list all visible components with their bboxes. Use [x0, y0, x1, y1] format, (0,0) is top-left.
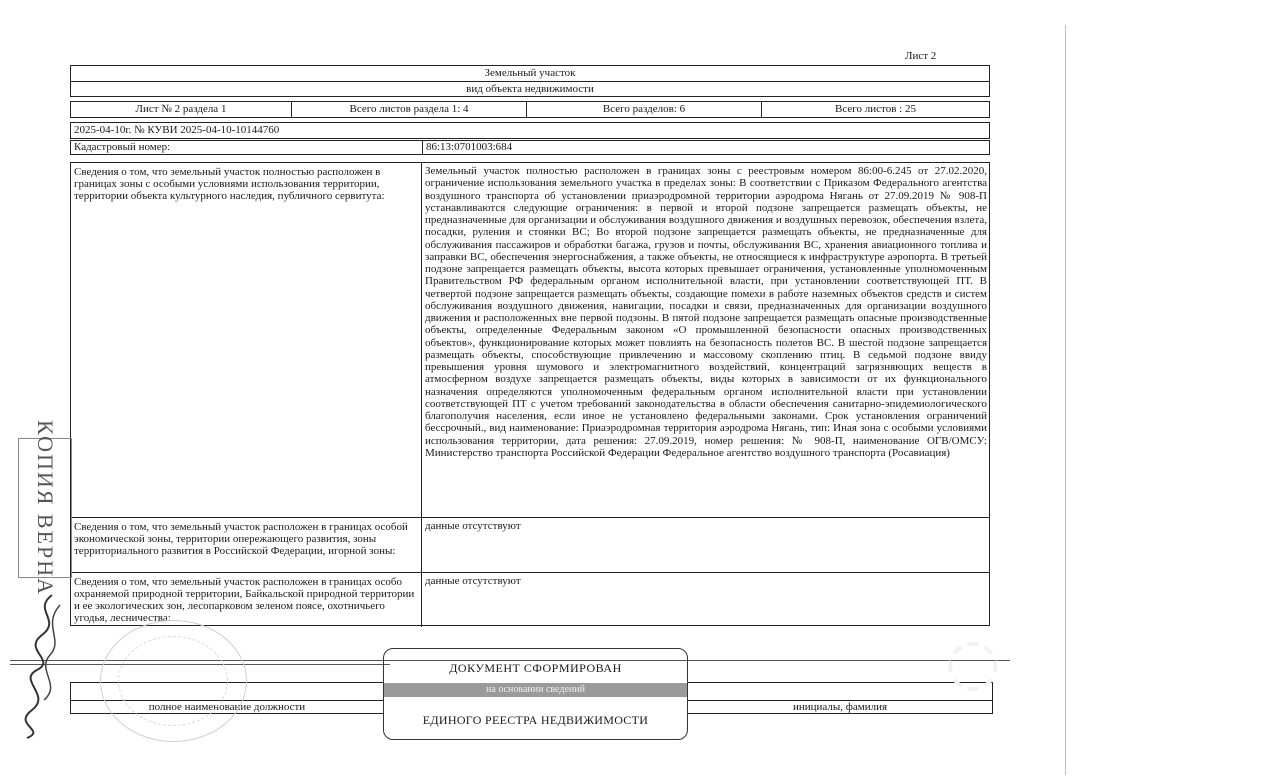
object-title: Земельный участок	[484, 67, 576, 79]
row-label: Сведения о том, что земельный участок расположен в границах особо охраняемой природной территории, Байкальской природной территории и ее экологических зон, лесопарковом зеленом поясе, охотничьего угодья, лесничества:	[71, 573, 422, 627]
round-seal-inner	[118, 636, 228, 726]
row-label: Сведения о том, что земельный участок полностью расположен в границах зоны с особыми условиями использования территории, территории объекта культурного наследия, публичного сервитута:	[71, 163, 422, 517]
table-row	[71, 572, 989, 627]
row-value: данные отсутствуют	[425, 575, 521, 587]
document-reference: 2025-04-10г. № КУВИ 2025-04-10-10144760	[70, 122, 990, 139]
sheet-label: Лист 2	[905, 50, 937, 62]
row-value: Земельный участок полностью расположен в границах зоны с реестровым номером 86:00-6.245 от 27.02.2020, ограничение использования земельного участка в пределах зоны: В соответствии с Приказом Федерального агентства воздушного транспорта об установлении приаэродромной территории аэродрома Нягань от 27.09.2019 № 908-П устанавливаются следующие ограничения: в первой и второй подзоне запрещается размещать объекты, не предназначенные для организации и обслуживания воздушного движения и воздушных перевозок, обеспечения взлета, посадки, руления и стоянки ВС; Во второй подзоне запрещается размещать объекты, не предназначенные для обслуживания пассажиров и обработки багажа, грузов и почты, обслуживания ВС, хранения авиационного топлива и заправки ВС, обеспечения энергоснабжения, а также объекты, не относящиеся к инфраструктуре аэропорта. В третьей подзоне запрещается размещать объекты, высота которых превышает ограничения, установленные уполномоченным Правительством РФ федеральным органом исполнительной власти, при установлении соответствующей ПТ. В четвертой подзоне запрещается размещать объекты, создающие помехи в работе наземных объектов средств и систем обслуживания воздушного движения, навигации, посадки и связи, предназначенных для организации воздушного движения и расположенных вне первой подзоны. В пятой подзоне запрещается размещать опасные производственные объекты, определенные Федеральным законом «О промышленной безопасности опасных производственных объектов», функционирование которых может повлиять на безопасность полетов ВС. В шестой подзоне запрещается размещать объекты, способствующие привлечению и массовому скоплению птиц. В седьмой подзоне ввиду превышения уровня шумового и электромагнитного воздействий, концентраций загрязняющих веществ в атмосферном воздухе запрещается размещать объекты, виды которых в зависимости от их функционального назначения определяются уполномоченным федеральным органом исполнительной власти при установлении соответствующей ПТ с учетом требований законодательства в области обеспечения санитарно-эпидемиологического благополучия населения, если иное не установлено федеральными законами. Срок установления ограничений бессрочный., вид наименование: Приаэродромная территория аэродрома Нягань, тип: Иная зона с особыми условиями использования территории, дата решения: 27.09.2019, номер решения: № 908-П, наименование ОГВ/ОМСУ: Министерство транспорта Российской Федерации Федеральное агентство воздушного транспорта (Росавиация)	[425, 165, 987, 459]
sheet-of-section: Лист № 2 раздела 1	[71, 102, 292, 117]
sections-total: Всего разделов: 6	[527, 102, 762, 117]
stamp-text: КОПИЯ ВЕРНА	[33, 419, 58, 597]
table-row	[71, 163, 989, 517]
sheets-total: Всего листов : 25	[835, 103, 916, 115]
position-label: полное наименование должности	[71, 700, 383, 713]
row-value: данные отсутствуют	[425, 520, 521, 532]
sheet-counts-row	[70, 101, 990, 118]
cadastral-row	[70, 140, 990, 155]
row-label: Сведения о том, что земельный участок расположен в границах особой экономической зоны, территории опережающего развития, зоны территориального развития в Российской Федерации, игорной зоны:	[71, 518, 422, 573]
info-table	[70, 162, 990, 626]
copy-certified-stamp	[18, 419, 72, 597]
generated-band: на основании сведений	[384, 683, 687, 697]
cadastral-number: 86:13:0701003:684	[426, 141, 513, 153]
table-row	[71, 517, 989, 573]
right-margin-rule	[1065, 25, 1066, 775]
document-generated-stamp	[383, 648, 688, 740]
cadastral-label: Кадастровый номер:	[71, 141, 423, 154]
generated-line-1: ДОКУМЕНТ СФОРМИРОВАН	[449, 661, 622, 675]
sheets-in-section: Всего листов раздела 1: 4	[292, 102, 527, 117]
object-subtitle: вид объекта недвижимости	[71, 81, 989, 97]
handwritten-signature	[12, 590, 72, 740]
watermark: ◌	[945, 625, 1001, 699]
object-header	[70, 65, 990, 97]
generated-line-2: ЕДИНОГО РЕЕСТРА НЕДВИЖИМОСТИ	[422, 713, 649, 727]
name-label: инициалы, фамилия	[688, 700, 992, 713]
